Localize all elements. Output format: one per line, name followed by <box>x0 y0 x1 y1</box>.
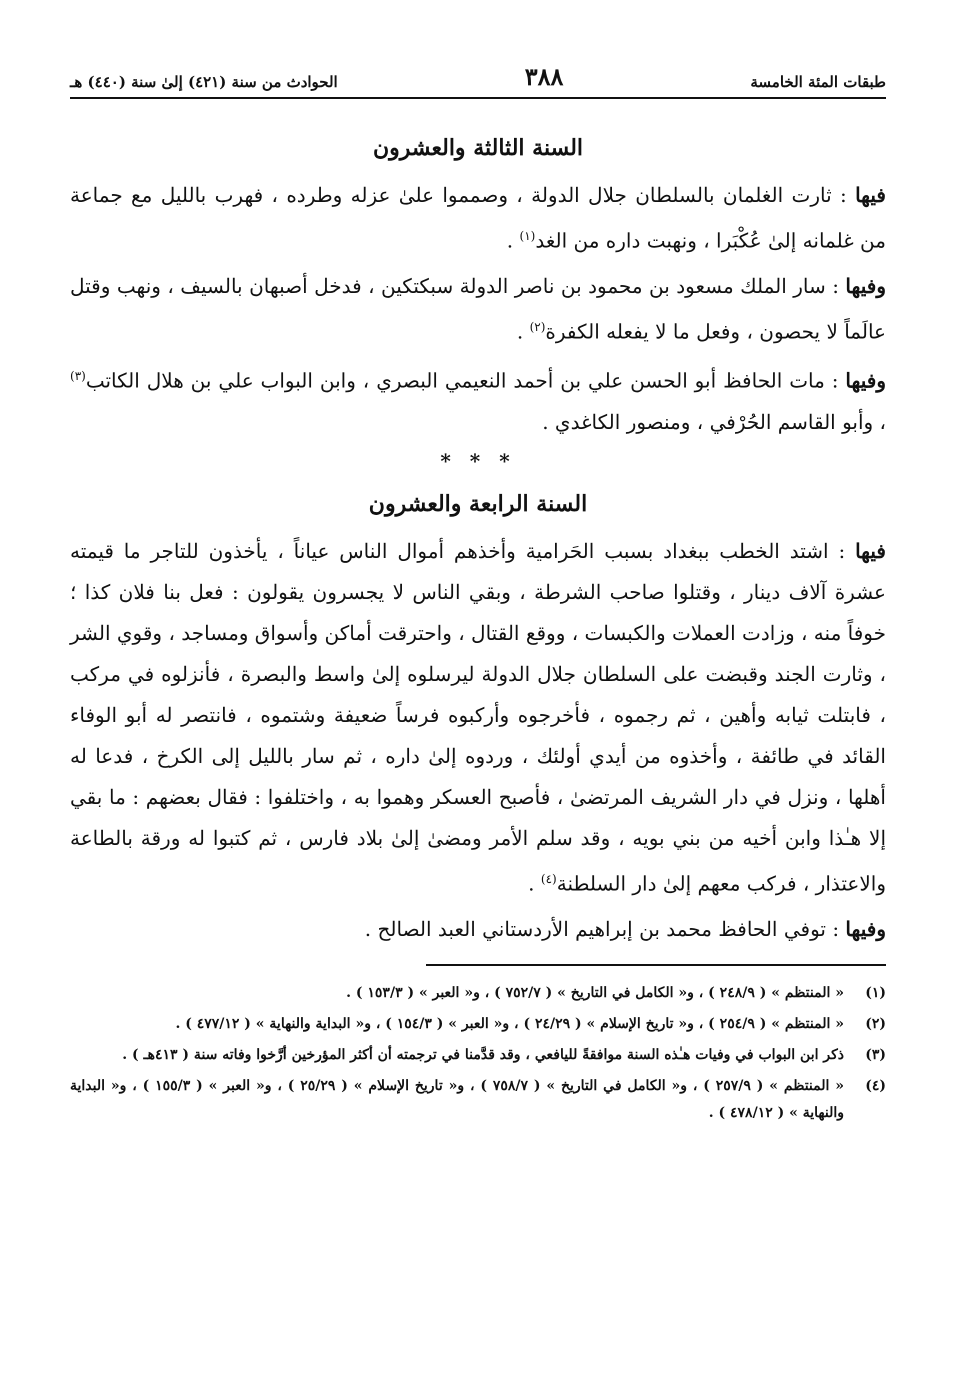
section-year-23 <box>70 135 886 443</box>
paragraph-lead: وفيها <box>845 368 886 393</box>
section-separator: * * * <box>440 448 516 473</box>
footnote-text: « المنتظم » ( ٢٥٧/٩ ) ، و« الكامل في التاريخ » ( ٧٥٨/٧ ) ، و« تاريخ الإسلام » ( ٢٥/٢٩ ) ، و« العبر » ( ١٥٥/٣ ) ، و« البداية والنهاية » ( ٤٧٨/١٢ ) . <box>70 1077 844 1121</box>
paragraph-lead: وفيها <box>845 916 886 941</box>
section-year-24 <box>70 491 886 950</box>
footnote-marker: (٢) <box>529 319 546 334</box>
footnote-number: (٤) <box>865 1077 886 1094</box>
paragraph-tail: . <box>516 319 530 344</box>
section-title: السنة الرابعة والعشرون <box>368 490 588 517</box>
footnote-number: (٢) <box>865 1015 886 1032</box>
page-number: ٣٨٨ <box>524 62 564 91</box>
paragraph-tail: ، وأبو القاسم الحُرْفي ، ومنصور الكاغدي . <box>542 409 886 434</box>
section-title: السنة الثالثة والعشرون <box>372 135 584 161</box>
paragraph-lead: فيها <box>855 183 886 207</box>
footnote-item <box>70 1042 886 1069</box>
paragraph <box>70 531 886 905</box>
paragraph <box>70 909 886 950</box>
paragraph-tail: . <box>506 228 520 253</box>
footnotes <box>70 980 886 1127</box>
footnote-text: « المنتظم » ( ٢٤٨/٩ ) ، و« الكامل في التاريخ » ( ٧٥٢/٧ ) ، و« العبر » ( ١٥٣/٣ ) . <box>346 984 844 1001</box>
footnote-divider <box>426 964 886 966</box>
paragraph-lead: فيها <box>855 538 886 563</box>
footnote-marker: (٤) <box>540 871 557 886</box>
footnote-marker: (٣) <box>70 369 86 384</box>
paragraph-text: : سار الملك مسعود بن محمود بن ناصر الدولة سبكتكين ، فدخل أصبهان بالسيف ، ونهب وقتل عالَماً لا يحصون ، وفعل ما لا يفعله الكفرة <box>70 273 886 344</box>
paragraph-text: : توفي الحافظ محمد بن إبراهيم الأردستاني العبد الصالح . <box>364 916 846 941</box>
footnote-text: ذكر ابن البواب في وفيات هـٰذه السنة موافقةً لليافعي ، وقد قدَّمنا في ترجمته أن أكثر المؤرخين أرَّخوا وفاته سنة ( ٤١٣هـ ) . <box>122 1046 844 1063</box>
footnote-item <box>70 1011 886 1038</box>
running-range: الحوادث من سنة (٤٢١) إلىٰ سنة (٤٤٠) هـ <box>70 73 338 91</box>
footnote-item <box>70 1073 886 1127</box>
footnote-number: (١) <box>865 984 886 1001</box>
paragraph <box>70 266 886 353</box>
footnote-number: (٣) <box>865 1046 886 1063</box>
paragraph <box>70 175 886 262</box>
paragraph-lead: وفيها <box>845 273 886 298</box>
paragraph-text: : ثارت الغلمان بالسلطان جلال الدولة ، وصمموا علىٰ عزله وطرده ، فهرب بالليل مع جماعة من غلمانه إلىٰ عُكْبَرا ، ونهبت داره من الغد <box>70 183 886 253</box>
footnote-marker: (١) <box>519 229 536 243</box>
paragraph <box>70 356 886 443</box>
footnote-text: « المنتظم » ( ٢٥٤/٩ ) ، و« تاريخ الإسلام » ( ٢٤/٢٩ ) ، و« العبر » ( ١٥٤/٣ ) ، و« البداية والنهاية » ( ٤٧٧/١٢ ) . <box>175 1015 844 1032</box>
running-title: طبقات المئة الخامسة <box>750 73 886 91</box>
page-header <box>70 62 886 99</box>
paragraph-text: : اشتد الخطب ببغداد بسبب الحَرامية وأخذهم أموال الناس عياناً ، يأخذون للتاجر ما قيمته عشرة آلاف دينار ، وقتلوا صاحب الشرطة ، وبقي الناس لا يجسرون يقولون : فعل بنا فلان كذا ؛ خوفاً منه ، وزادت العملات والكبسات ، ووقع القتال ، واحترقت أماكن وأسواق ومساجد ، وقوي الشر ، وثارت الجند وقبضت على السلطان جلال الدولة ليرسلوه إلىٰ واسط والبصرة ، فأنزلوه في مركب ، فابتلت ثيابه وأهين ، ثم رجموه ، فأخرجوه وأركبوه فرساً ضعيفة وشتموه ، فانتصر له أبو الوفاء القائد في طائفة ، وأخذوه من أيدي أولئك ، وردوه إلىٰ داره ، ثم سار بالليل إلى الكرخ ، فدعا له أهلها ، ونزل في دار الشريف المرتضىٰ ، فأصبح العسكر وهموا به ، واختلفوا : فقال بعضهم : ما بقي إلا هـٰذا وابن أخيه من بني بويه ، وقد سلم الأمر ومضىٰ إلىٰ بلاد فارس ، ثم كتبوا له ورقة بالطاعة والاعتذار ، فركب معهم إلىٰ دار السلطنة <box>70 538 886 896</box>
footnote-item <box>70 980 886 1007</box>
paragraph-text: : مات الحافظ أبو الحسن علي بن أحمد النعيمي البصري ، وابن البواب علي بن هلال الكاتب <box>85 368 846 393</box>
paragraph-tail: . <box>528 871 541 896</box>
